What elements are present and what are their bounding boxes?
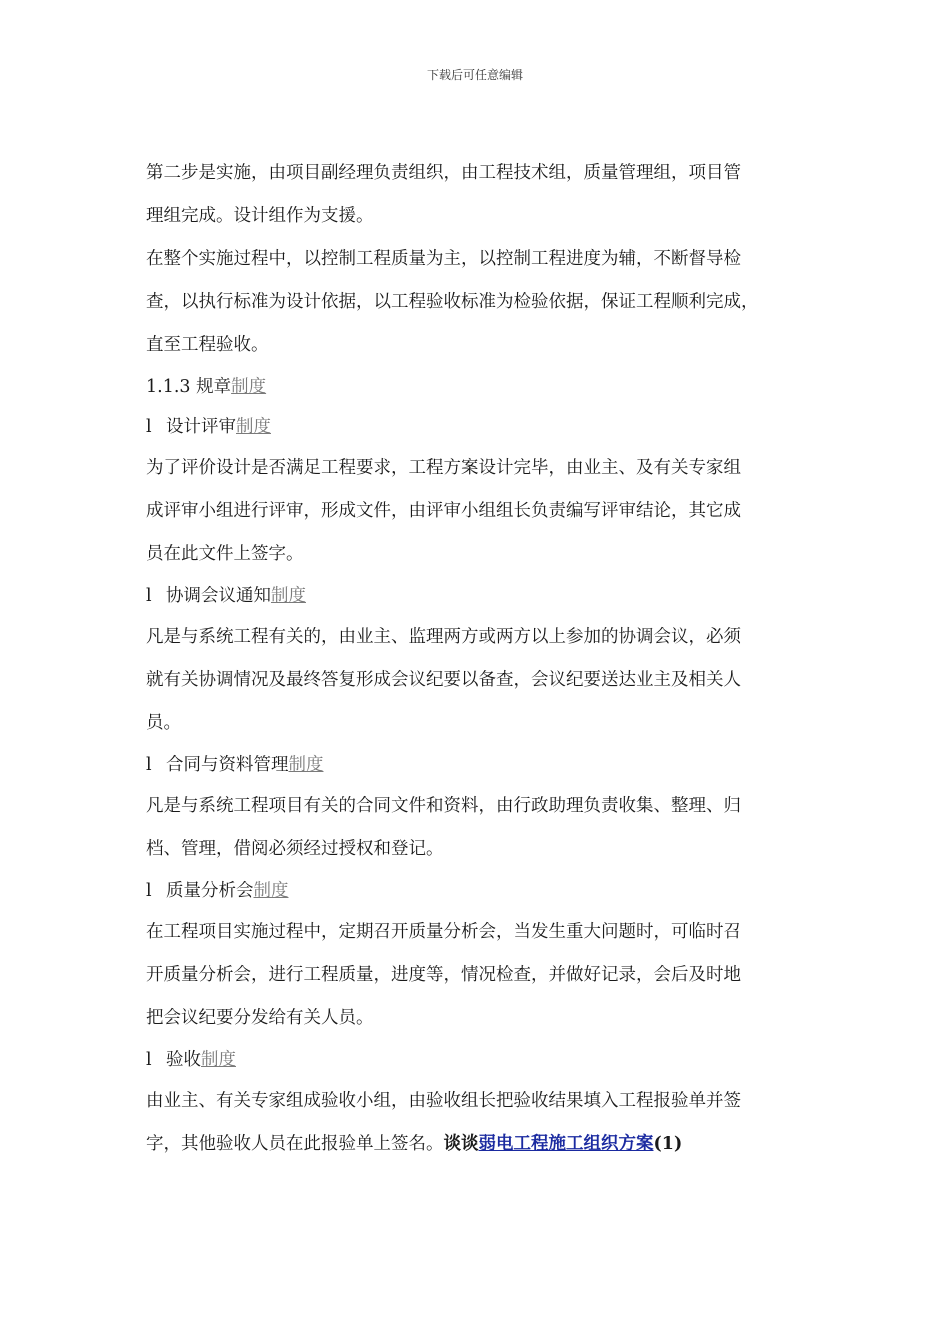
rule-link[interactable]: 制度 — [236, 417, 271, 437]
rule-link[interactable]: 制度 — [201, 1050, 236, 1070]
section-heading — [146, 367, 811, 407]
section-heading-prefix: 1.1.3 规章 — [146, 377, 232, 397]
rule-title: 质量分析会 — [166, 881, 254, 901]
section-heading-link[interactable]: 制度 — [231, 377, 267, 397]
related-article-link[interactable]: 弱电工程施工组织方案 — [478, 1134, 654, 1154]
text-line: 成评审小组进行评审，形成文件，由评审小组组长负责编写评审结论，其它成 — [146, 501, 741, 521]
bullet-marker: l — [146, 755, 152, 775]
last-line-text: 字，其他验收人员在此报验单上签名。 — [146, 1134, 444, 1154]
rule-heading — [146, 745, 811, 785]
rule-heading — [146, 576, 811, 616]
paragraph-process — [146, 238, 811, 367]
text-line: 直至工程验收。 — [146, 335, 269, 355]
rule-item-quality-meeting — [146, 871, 811, 1040]
rule-item-meeting-notice — [146, 576, 811, 745]
rule-heading — [146, 407, 811, 447]
text-line: 员在此文件上签字。 — [146, 544, 304, 564]
page-header: 下载后可任意编辑 — [426, 68, 523, 82]
rule-title: 设计评审 — [166, 417, 236, 437]
bullet-marker: l — [146, 881, 152, 901]
text-line: 就有关协调情况及最终答复形成会议纪要以备查，会议纪要送达业主及相关人 — [146, 670, 741, 690]
rule-item-design-review — [146, 407, 811, 576]
last-line-bold: 谈谈 — [443, 1134, 479, 1154]
bullet-marker: l — [146, 586, 152, 606]
rule-title: 合同与资料管理 — [166, 755, 289, 775]
text-line: 凡是与系统工程有关的，由业主、监理两方或两方以上参加的协调会议，必须 — [146, 627, 741, 647]
text-line: 开质量分析会，进行工程质量，进度等，情况检查，并做好记录，会后及时地 — [146, 965, 741, 985]
text-line: 凡是与系统工程项目有关的合同文件和资料，由行政助理负责收集、整理、归 — [146, 796, 741, 816]
rule-title: 验收 — [166, 1050, 201, 1070]
text-line: 由业主、有关专家组成验收小组，由验收组长把验收结果填入工程报验单并签 — [146, 1091, 741, 1111]
rule-heading — [146, 1040, 811, 1080]
text-line: 档、管理，借阅必须经过授权和登记。 — [146, 839, 444, 859]
document-body — [146, 152, 811, 1166]
text-line: 在工程项目实施过程中，定期召开质量分析会，当发生重大问题时，可临时召 — [146, 922, 741, 942]
rule-heading — [146, 871, 811, 911]
rule-link[interactable]: 制度 — [253, 881, 289, 901]
rule-link[interactable]: 制度 — [288, 755, 324, 775]
rule-title: 协调会议通知 — [166, 586, 271, 606]
text-line: 员。 — [146, 713, 181, 733]
text-line: 理组完成。设计组作为支援。 — [146, 206, 374, 226]
rule-link[interactable]: 制度 — [271, 586, 306, 606]
last-line — [146, 1123, 811, 1166]
text-line: 在整个实施过程中，以控制工程质量为主，以控制工程进度为辅，不断督导检 — [146, 249, 741, 269]
bullet-marker: l — [146, 1050, 152, 1070]
rule-item-contract-docs — [146, 745, 811, 871]
last-line-suffix: (1) — [653, 1134, 683, 1154]
paragraph-implementation — [146, 152, 811, 238]
text-line: 为了评价设计是否满足工程要求，工程方案设计完毕，由业主、及有关专家组 — [146, 458, 741, 478]
text-line: 第二步是实施，由项目副经理负责组织，由工程技术组，质量管理组，项目管 — [146, 163, 741, 183]
bullet-marker: l — [146, 417, 152, 437]
rule-item-acceptance — [146, 1040, 811, 1166]
text-line: 查，以执行标准为设计依据，以工程验收标准为检验依据，保证工程顺利完成， — [146, 292, 759, 312]
text-line: 把会议纪要分发给有关人员。 — [146, 1008, 374, 1028]
